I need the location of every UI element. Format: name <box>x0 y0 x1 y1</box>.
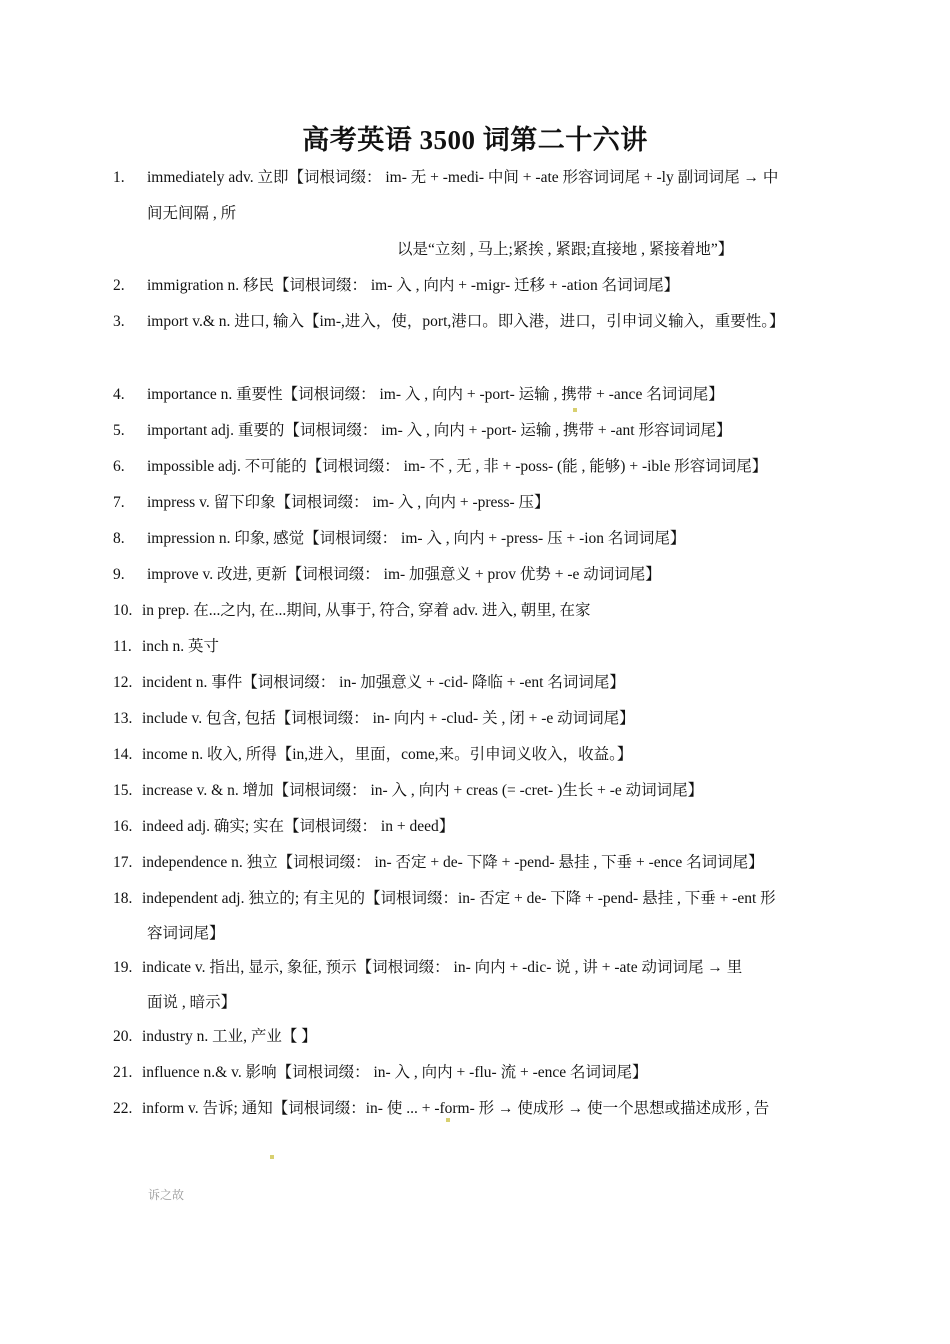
item-number: 2. <box>113 277 125 294</box>
item-text: improve v. 改进, 更新【词根词缀： im- 加强意义 + prov 优势 + -e 动词词尾】 <box>147 566 661 583</box>
list-item <box>113 809 873 845</box>
list-item <box>113 304 873 340</box>
item-text: increase v. & n. 增加【词根词缀： in- 入 , 向内 + creas (= -cret- )生长 + -e 动词词尾】 <box>142 782 704 799</box>
item-number: 17. <box>113 854 133 871</box>
item-text: impossible adj. 不可能的【词根词缀： im- 不 , 无 , 非 + -poss- (能 , 能够) + -ible 形容词词尾】 <box>147 458 768 475</box>
item-number: 9. <box>113 566 125 583</box>
list-item <box>113 268 873 304</box>
item-number: 5. <box>113 422 125 439</box>
item-number: 15. <box>113 782 133 799</box>
item-number: 7. <box>113 494 125 511</box>
list-item <box>113 950 873 1019</box>
list-item <box>113 377 873 413</box>
list-item <box>113 593 873 629</box>
list-item <box>113 485 873 521</box>
list-item <box>113 629 873 665</box>
item-text-continued: 容词词尾】 <box>147 925 225 942</box>
item-number: 16. <box>113 818 133 835</box>
item-text: indicate v. 指出, 显示, 象征, 预示【词根词缀： in- 向内 + -dic- 说 , 讲 + -ate 动词词尾 → 里 <box>142 959 743 976</box>
item-number: 12. <box>113 674 133 691</box>
list-item <box>113 449 873 485</box>
item-text: immigration n. 移民【词根词缀： im- 入 , 向内 + -migr- 迁移 + -ation 名词词尾】 <box>147 277 680 294</box>
item-text-continued: 间无间隔 , 所 <box>147 205 237 222</box>
item-text: independent adj. 独立的; 有主见的【词根词缀：in- 否定 + de- 下降 + -pend- 悬挂 , 下垂 + -ent 形 <box>142 890 776 907</box>
item-text: important adj. 重要的【词根词缀： im- 入 , 向内 + -port- 运输 , 携带 + -ant 形容词词尾】 <box>147 422 732 439</box>
item-text: impress v. 留下印象【词根词缀： im- 入 , 向内 + -press- 压】 <box>147 494 550 511</box>
item-text: industry n. 工业, 产业【 】 <box>142 1028 317 1045</box>
list-item <box>113 773 873 809</box>
item-number: 8. <box>113 530 125 547</box>
page-title: 高考英语 3500 词第二十六讲 <box>302 125 648 155</box>
item-text: indeed adj. 确实; 实在【词根词缀： in + deed】 <box>142 818 455 835</box>
item-number: 6. <box>113 458 125 475</box>
list-item <box>113 557 873 593</box>
list-item <box>113 845 873 881</box>
item-text: in prep. 在...之内, 在...期间, 从事于, 符合, 穿着 adv. 进入, 朝里, 在家 <box>142 602 591 619</box>
list-item <box>113 665 873 701</box>
item-text: incident n. 事件【词根词缀： in- 加强意义 + -cid- 降临 + -ent 名词词尾】 <box>142 674 625 691</box>
list-item <box>113 737 873 773</box>
vocabulary-list <box>113 160 873 1127</box>
list-item <box>113 1055 873 1091</box>
item-number: 1. <box>113 169 125 186</box>
item-text: impression n. 印象, 感觉【词根词缀： im- 入 , 向内 + -press- 压 + -ion 名词词尾】 <box>147 530 686 547</box>
item-number: 13. <box>113 710 133 727</box>
item-text-continued: 以是“立刻 , 马上;紧挨 , 紧跟;直接地 , 紧接着地”】 <box>397 241 734 258</box>
list-item <box>113 881 873 950</box>
item-text-continued: 面说 , 暗示】 <box>147 994 237 1011</box>
scan-speck <box>446 1118 450 1122</box>
item-number: 20. <box>113 1028 133 1045</box>
item-number: 11. <box>113 638 132 655</box>
item-number: 4. <box>113 386 125 403</box>
list-item <box>113 413 873 449</box>
item-number: 22. <box>113 1100 133 1117</box>
item-number: 18. <box>113 890 133 907</box>
list-item <box>113 701 873 737</box>
item-number: 21. <box>113 1064 133 1081</box>
item-text: import v.& n. 进口, 输入【im-,进入，使，port,港口。即入港，进口，引申词义输入，重要性。】 <box>147 313 785 330</box>
scan-speck <box>270 1155 274 1159</box>
item-text: inch n. 英寸 <box>142 638 220 655</box>
list-item <box>113 1091 873 1127</box>
list-item <box>113 1019 873 1055</box>
item-number: 14. <box>113 746 133 763</box>
cut-off-text: 诉之故 <box>148 1188 185 1202</box>
item-number: 10. <box>113 602 133 619</box>
item-text: immediately adv. 立即【词根词缀： im- 无 + -medi- 中间 + -ate 形容词词尾 + -ly 副词词尾 → 中 <box>147 169 779 186</box>
item-text: influence n.& v. 影响【词根词缀： in- 入 , 向内 + -flu- 流 + -ence 名词词尾】 <box>142 1064 648 1081</box>
item-text: inform v. 告诉; 通知【词根词缀：in- 使 ... + -form- 形 → 使成形 → 使一个思想或描述成形 , 告 <box>142 1100 770 1117</box>
item-text: importance n. 重要性【词根词缀： im- 入 , 向内 + -port- 运输 , 携带 + -ance 名词词尾】 <box>147 386 724 403</box>
item-text: income n. 收入, 所得【in,进入，里面，come,来。引申词义收入，收益。】 <box>142 746 633 763</box>
item-number: 19. <box>113 959 133 976</box>
list-item <box>113 160 873 268</box>
item-text: include v. 包含, 包括【词根词缀： in- 向内 + -clud- 关 , 闭 + -e 动词词尾】 <box>142 710 635 727</box>
item-number: 3. <box>113 313 125 330</box>
list-item <box>113 521 873 557</box>
scan-speck <box>573 408 577 412</box>
item-text: independence n. 独立【词根词缀： in- 否定 + de- 下降 + -pend- 悬挂 , 下垂 + -ence 名词词尾】 <box>142 854 764 871</box>
